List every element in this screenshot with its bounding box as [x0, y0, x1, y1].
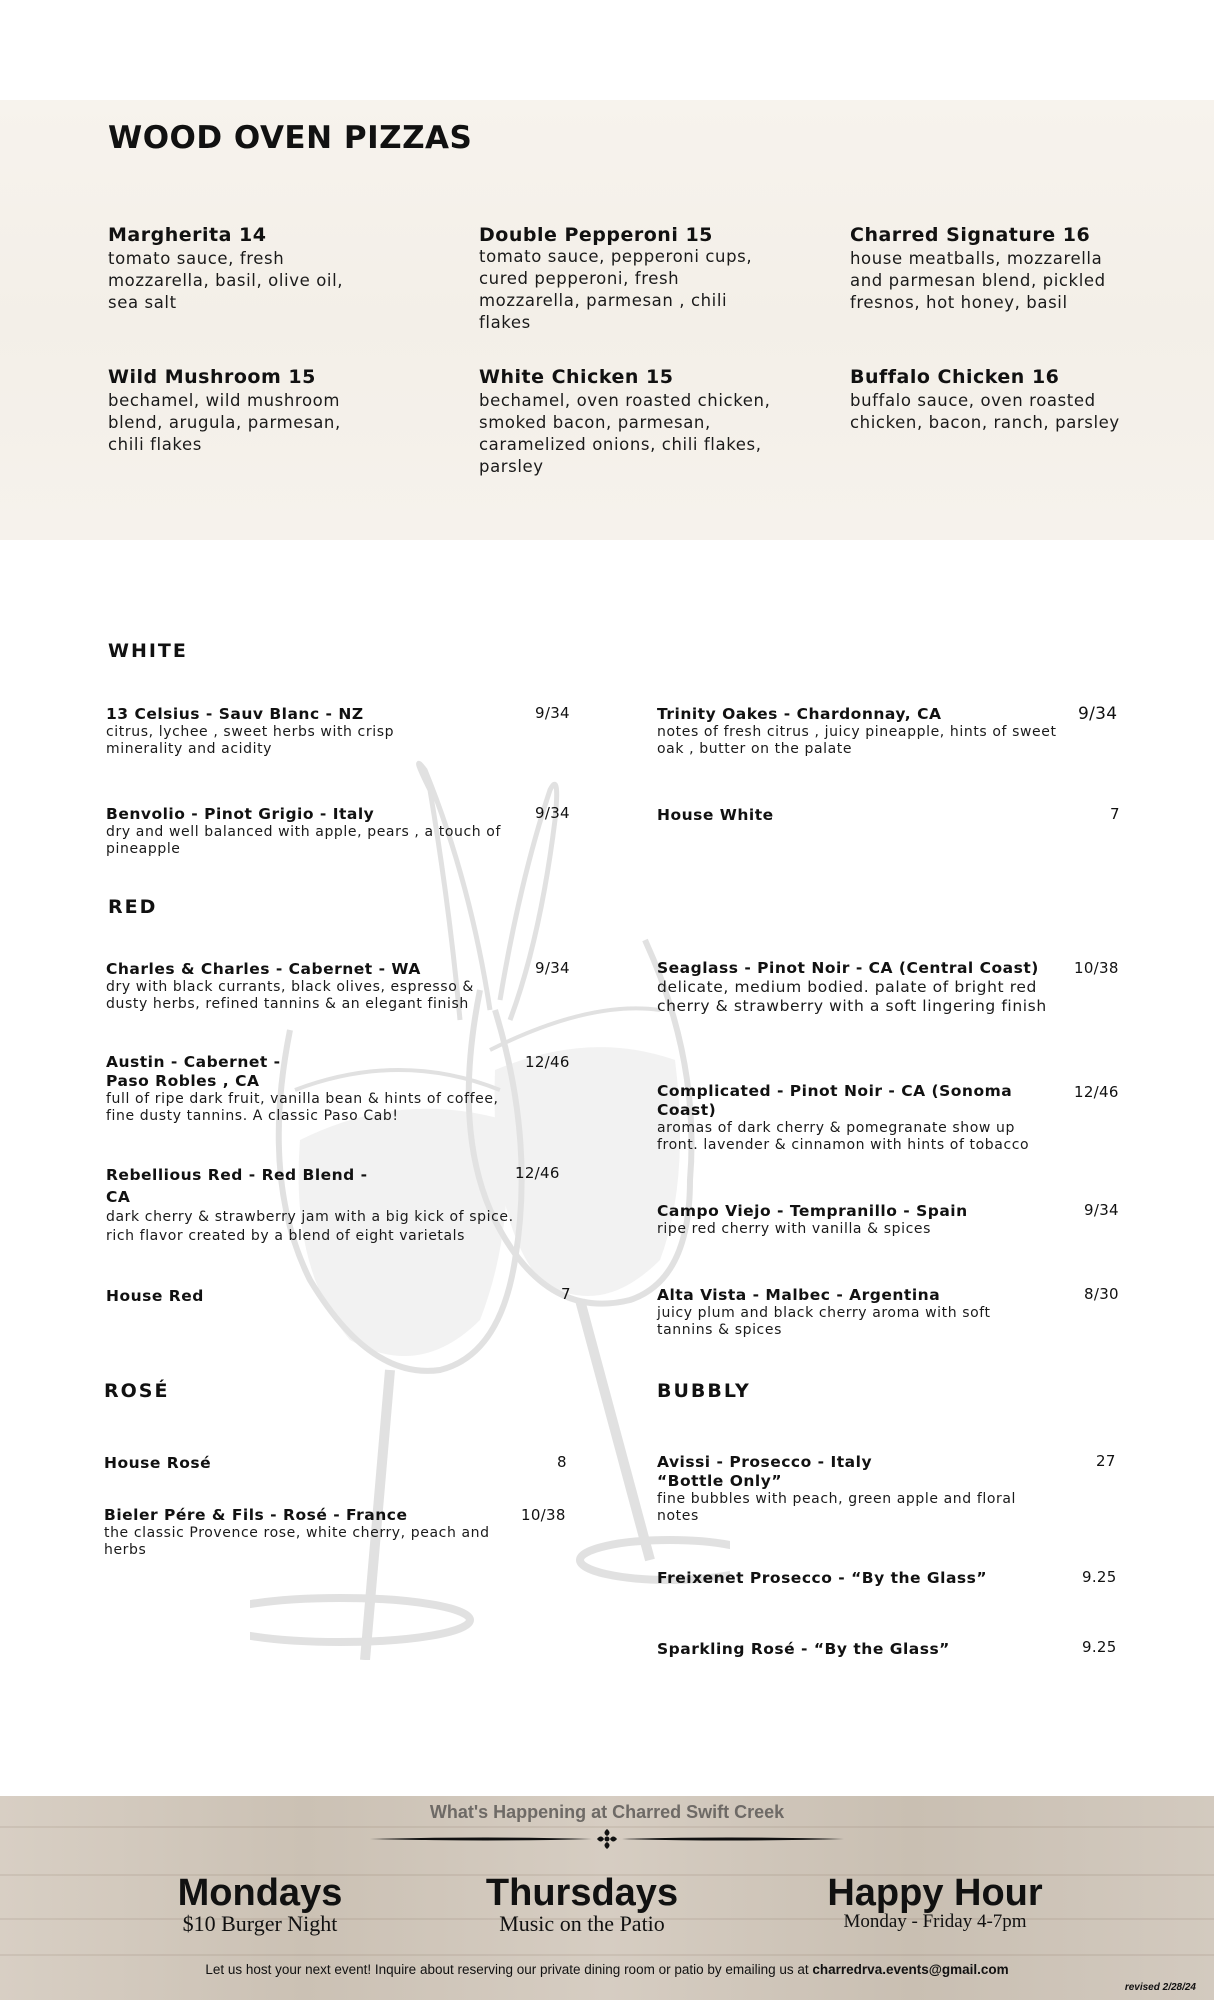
- wine-description: notes of fresh citrus , juicy pineapple, hints of sweet oak , butter on the palate: [657, 724, 1057, 757]
- red-section-title: RED: [108, 896, 158, 918]
- wine-description: ripe red cherry with vanilla & spices: [657, 1221, 932, 1237]
- pizza-section: [0, 100, 1214, 540]
- wine-item: [106, 960, 526, 1012]
- wine-name: House White: [657, 806, 774, 824]
- private-event-note: [0, 1962, 1214, 1977]
- wine-item: [106, 705, 526, 757]
- event-mondays: [140, 1872, 380, 1937]
- pizza-name: White Chicken 15: [479, 366, 674, 388]
- wine-price: 27: [1096, 1452, 1116, 1470]
- wine-name: Campo Viejo - Tempranillo - Spain: [657, 1202, 968, 1220]
- wine-description: juicy plum and black cherry aroma with soft tannins & spices: [657, 1305, 991, 1338]
- pizza-item: [850, 366, 1150, 434]
- wine-price: 8: [557, 1453, 567, 1471]
- wine-description: dark cherry & strawberry jam with a big kick of spice. rich flavor created by a blend of eight varietals: [106, 1209, 514, 1244]
- wine-item: [106, 1053, 526, 1124]
- wine-item: [657, 959, 1067, 1016]
- contact-email-link[interactable]: charredrva.events@gmail.com: [812, 1962, 1009, 1977]
- pizza-description: tomato sauce, pepperoni cups, cured pepperoni, fresh mozzarella, parmesan , chili flakes: [479, 247, 753, 332]
- wine-item: [657, 1640, 1057, 1659]
- wine-item: [657, 705, 1057, 757]
- rose-section-title: ROSÉ: [104, 1380, 170, 1402]
- wine-name: Alta Vista - Malbec - Argentina: [657, 1286, 941, 1304]
- wine-description: delicate, medium bodied. palate of bright red cherry & strawberry with a soft lingering finish: [657, 978, 1047, 1015]
- wine-name: Trinity Oakes - Chardonnay, CA: [657, 705, 942, 723]
- wine-name: 13 Celsius - Sauv Blanc - NZ: [106, 705, 364, 723]
- pizza-name: Wild Mushroom 15: [108, 366, 316, 388]
- events-heading: What's Happening at Charred Swift Creek: [429, 1802, 785, 1822]
- event-title: Thursdays: [485, 1872, 679, 1914]
- event-subtitle: Music on the Patio: [499, 1911, 665, 1936]
- wine-price: 12/46: [525, 1053, 570, 1071]
- wine-description: full of ripe dark fruit, vanilla bean & hints of coffee, fine dusty tannins. A classic Paso Cab!: [106, 1091, 499, 1124]
- wine-item: [106, 805, 526, 857]
- ornament-divider-icon: [370, 1828, 844, 1850]
- wine-description: citrus, lychee , sweet herbs with crisp minerality and acidity: [106, 724, 395, 757]
- wine-description: the classic Provence rose, white cherry, peach and herbs: [104, 1525, 490, 1558]
- wine-price: 9/34: [535, 804, 570, 822]
- wine-price: 9.25: [1082, 1638, 1117, 1656]
- pizza-description: buffalo sauce, oven roasted chicken, bacon, ranch, parsley: [850, 391, 1120, 432]
- wine-item: [657, 1286, 1057, 1338]
- pizza-name: Margherita 14: [108, 224, 267, 246]
- wine-price: 8/30: [1084, 1285, 1119, 1303]
- pizza-name: Double Pepperoni 15: [479, 224, 713, 246]
- wine-name: House Red: [106, 1287, 204, 1305]
- event-subtitle: $10 Burger Night: [182, 1911, 338, 1936]
- wine-price: 12/46: [515, 1164, 560, 1182]
- wine-name: Rebellious Red - Red Blend - CA: [106, 1166, 368, 1206]
- bubbly-section-title: BUBBLY: [657, 1380, 751, 1402]
- wine-price: 10/38: [521, 1506, 566, 1524]
- revision-date: revised 2/28/24: [1124, 1982, 1196, 1993]
- pizza-item: [108, 224, 408, 314]
- wine-price: 7: [1110, 805, 1120, 823]
- pizza-item: [108, 366, 408, 456]
- pizza-item: [479, 366, 779, 478]
- pizza-description: bechamel, wild mushroom blend, arugula, parmesan, chili flakes: [108, 391, 341, 454]
- wine-price: 9.25: [1082, 1568, 1117, 1586]
- wine-name-note: “Bottle Only”: [657, 1472, 783, 1490]
- pizza-name: Charred Signature 16: [850, 224, 1091, 246]
- pizza-description: house meatballs, mozzarella and parmesan blend, pickled fresnos, hot honey, basil: [850, 249, 1106, 312]
- wine-name: Freixenet Prosecco - “By the Glass”: [657, 1569, 988, 1587]
- wine-name: Austin - Cabernet - Paso Robles , CA: [106, 1053, 281, 1090]
- wine-item: [106, 1287, 406, 1306]
- wine-description: dry with black currants, black olives, espresso & dusty herbs, refined tannins & an elegant finish: [106, 979, 474, 1012]
- wine-price: 9/34: [1084, 1201, 1119, 1219]
- wine-name: Sparkling Rosé - “By the Glass”: [657, 1640, 950, 1658]
- pizza-item: [850, 224, 1150, 314]
- wine-name: House Rosé: [104, 1454, 212, 1472]
- pizza-section-title: WOOD OVEN PIZZAS: [108, 120, 473, 156]
- wine-price: 7: [561, 1285, 571, 1303]
- wine-name: Seaglass - Pinot Noir - CA (Central Coast): [657, 959, 1039, 977]
- wine-name: Avissi - Prosecco - Italy: [657, 1453, 873, 1471]
- wine-price: 10/38: [1074, 959, 1119, 977]
- event-subtitle: Monday - Friday 4-7pm: [843, 1911, 1027, 1932]
- wine-name: Benvolio - Pinot Grigio - Italy: [106, 805, 375, 823]
- white-section-title: WHITE: [108, 640, 188, 662]
- wine-description: fine bubbles with peach, green apple and floral notes: [657, 1491, 1017, 1524]
- wine-name: Complicated - Pinot Noir - CA (Sonoma Coast): [657, 1082, 1013, 1119]
- wine-item: [657, 1202, 1057, 1238]
- wine-price: 9/34: [535, 704, 570, 722]
- wine-item: [106, 1164, 546, 1246]
- event-title: Mondays: [177, 1872, 343, 1914]
- pizza-item: [479, 224, 779, 334]
- wine-item: [104, 1506, 524, 1558]
- wine-item: [104, 1454, 404, 1473]
- wine-item: [657, 1082, 1057, 1153]
- wine-price: 12/46: [1074, 1083, 1119, 1101]
- wine-item: [657, 1569, 1057, 1588]
- wine-item: [657, 806, 957, 825]
- wine-name: Charles & Charles - Cabernet - WA: [106, 960, 421, 978]
- event-happy-hour: [790, 1872, 1080, 1933]
- event-thursdays: [452, 1872, 712, 1937]
- wine-description: aromas of dark cherry & pomegranate show up front. lavender & cinnamon with hints of tobacco: [657, 1120, 1030, 1153]
- wine-price: 9/34: [535, 959, 570, 977]
- pizza-name: Buffalo Chicken 16: [850, 366, 1060, 388]
- wine-description: dry and well balanced with apple, pears , a touch of pineapple: [106, 824, 501, 857]
- event-title: Happy Hour: [827, 1872, 1043, 1914]
- wine-item: [657, 1453, 1057, 1524]
- pizza-description: bechamel, oven roasted chicken, smoked bacon, parmesan, caramelized onions, chili flakes, parsley: [479, 391, 771, 476]
- pizza-description: tomato sauce, fresh mozzarella, basil, olive oil, sea salt: [108, 249, 344, 312]
- wine-name: Bieler Pére & Fils - Rosé - France: [104, 1506, 408, 1524]
- events-footer: [0, 1796, 1214, 2000]
- wine-price: 9/34: [1078, 704, 1118, 724]
- host-text: Let us host your next event! Inquire about reserving our private dining room or patio by emailing us at: [205, 1962, 813, 1977]
